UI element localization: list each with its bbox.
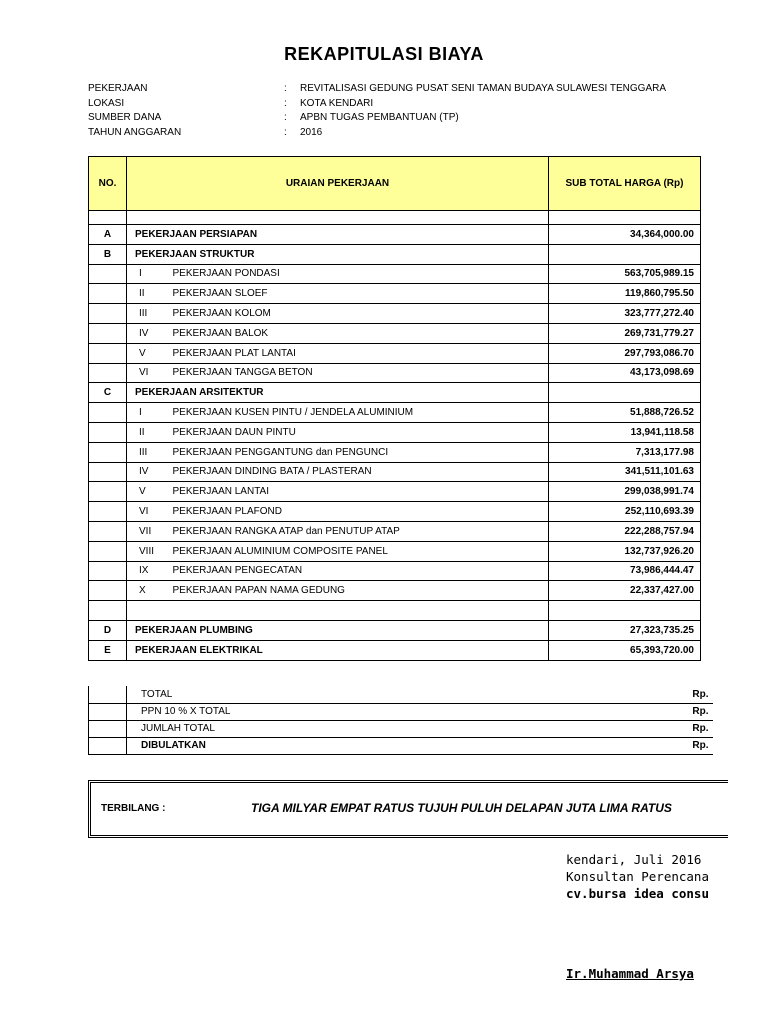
row-no — [89, 343, 127, 363]
table-row — [89, 422, 701, 442]
info-row-sumber-dana — [88, 111, 666, 126]
info-key: PEKERJAAN — [88, 83, 148, 94]
info-key: SUMBER DANA — [88, 112, 162, 123]
terbilang-label: TERBILANG : — [101, 803, 166, 814]
row-no — [89, 304, 127, 324]
info-separator: : — [284, 83, 287, 94]
blank-cell — [127, 601, 549, 621]
row-no — [89, 442, 127, 462]
row-label: PEKERJAAN DAUN PINTU — [171, 422, 549, 442]
cost-table — [88, 156, 701, 661]
jumlah-total-label: JUMLAH TOTAL — [127, 720, 633, 737]
table-header-row — [89, 157, 701, 211]
table-row — [89, 442, 701, 462]
row-label: PEKERJAAN ELEKTRIKAL — [127, 640, 549, 660]
row-amount: 252,110,693.39 — [549, 502, 701, 522]
total-currency: Rp. — [633, 686, 713, 703]
table-row — [89, 323, 701, 343]
row-label: PEKERJAAN PENGECATAN — [171, 561, 549, 581]
row-label: PEKERJAAN PONDASI — [171, 264, 549, 284]
info-key: LOKASI — [88, 97, 125, 109]
row-no — [89, 363, 127, 383]
row-label: PEKERJAAN DINDING BATA / PLASTERAN — [171, 462, 549, 482]
row-no — [89, 264, 127, 284]
row-label: PEKERJAAN PLAT LANTAI — [171, 343, 549, 363]
table-row — [89, 363, 701, 383]
row-roman: VIII — [127, 541, 171, 561]
row-amount — [549, 244, 701, 264]
row-label: PEKERJAAN STRUKTUR — [127, 244, 549, 264]
row-label: PEKERJAAN BALOK — [171, 323, 549, 343]
row-amount: 27,323,735.25 — [549, 621, 701, 641]
ppn-label: PPN 10 % X TOTAL — [127, 703, 633, 720]
totals-table — [88, 686, 713, 755]
header-subtotal: SUB TOTAL HARGA (Rp) — [549, 157, 701, 211]
blank-row — [89, 601, 701, 621]
dibulatkan-row — [89, 737, 713, 754]
info-row-lokasi — [88, 97, 666, 112]
row-no — [89, 521, 127, 541]
row-label: PEKERJAAN ALUMINIUM COMPOSITE PANEL — [171, 541, 549, 561]
table-row — [89, 561, 701, 581]
row-no — [89, 482, 127, 502]
row-roman: III — [127, 304, 171, 324]
row-label: PEKERJAAN RANGKA ATAP dan PENUTUP ATAP — [171, 521, 549, 541]
row-amount: 222,288,757.94 — [549, 521, 701, 541]
totals-blank-cell — [89, 720, 127, 737]
table-row — [89, 640, 701, 660]
row-no: A — [89, 225, 127, 245]
spacer-cell — [127, 211, 549, 225]
row-label: PEKERJAAN LANTAI — [171, 482, 549, 502]
row-roman: I — [127, 264, 171, 284]
table-row — [89, 541, 701, 561]
row-roman: IV — [127, 323, 171, 343]
row-amount: 132,737,926.20 — [549, 541, 701, 561]
document-title: REKAPITULASI BIAYA — [284, 44, 484, 64]
row-amount: 299,038,991.74 — [549, 482, 701, 502]
row-no: D — [89, 621, 127, 641]
dibulatkan-label: DIBULATKAN — [127, 737, 633, 754]
row-no — [89, 541, 127, 561]
row-roman: I — [127, 403, 171, 423]
row-no: C — [89, 383, 127, 403]
row-label: PEKERJAAN PLAFOND — [171, 502, 549, 522]
info-separator: : — [284, 112, 287, 123]
row-label: PEKERJAAN PERSIAPAN — [127, 225, 549, 245]
row-amount: 13,941,118.58 — [549, 422, 701, 442]
row-label: PEKERJAAN ARSITEKTUR — [127, 383, 549, 403]
totals-blank-cell — [89, 703, 127, 720]
info-row-pekerjaan — [88, 82, 666, 97]
blank-cell — [89, 601, 127, 621]
row-roman: IV — [127, 462, 171, 482]
row-amount: 269,731,779.27 — [549, 323, 701, 343]
row-roman: X — [127, 581, 171, 601]
row-no — [89, 403, 127, 423]
info-value: KOTA KENDARI — [300, 97, 374, 109]
row-no — [89, 323, 127, 343]
totals-blank-cell — [89, 686, 127, 703]
info-separator: : — [284, 97, 287, 109]
row-roman: V — [127, 482, 171, 502]
ppn-currency: Rp. — [633, 703, 713, 720]
table-row — [89, 225, 701, 245]
blank-cell — [549, 601, 701, 621]
row-no — [89, 422, 127, 442]
row-roman: VI — [127, 502, 171, 522]
spacer-row — [89, 211, 701, 225]
row-amount: 563,705,989.15 — [549, 264, 701, 284]
row-no — [89, 462, 127, 482]
info-separator: : — [284, 126, 287, 138]
header-uraian: URAIAN PEKERJAAN — [127, 157, 549, 211]
header-no: NO. — [89, 157, 127, 211]
terbilang-value: TIGA MILYAR EMPAT RATUS TUJUH PULUH DELAPAN JUTA LIMA RATUS — [251, 801, 672, 815]
table-row — [89, 343, 701, 363]
table-row — [89, 621, 701, 641]
row-amount: 22,337,427.00 — [549, 581, 701, 601]
row-no — [89, 561, 127, 581]
signature-place-date: kendari, Juli 2016 — [566, 852, 702, 867]
jumlah-total-currency: Rp. — [633, 720, 713, 737]
table-row — [89, 383, 701, 403]
row-amount — [549, 383, 701, 403]
ppn-row — [89, 703, 713, 720]
row-label: PEKERJAAN PENGGANTUNG dan PENGUNCI — [171, 442, 549, 462]
row-amount: 65,393,720.00 — [549, 640, 701, 660]
row-no — [89, 581, 127, 601]
row-label: PEKERJAAN SLOEF — [171, 284, 549, 304]
row-label: PEKERJAAN PAPAN NAMA GEDUNG — [171, 581, 549, 601]
row-roman: II — [127, 284, 171, 304]
row-amount: 297,793,086.70 — [549, 343, 701, 363]
project-info — [88, 82, 666, 140]
row-roman: VI — [127, 363, 171, 383]
row-roman: VII — [127, 521, 171, 541]
info-value: 2016 — [300, 126, 323, 138]
row-amount: 73,986,444.47 — [549, 561, 701, 581]
total-label: TOTAL — [127, 686, 633, 703]
info-key: TAHUN ANGGARAN — [88, 126, 182, 138]
table-row — [89, 521, 701, 541]
dibulatkan-currency: Rp. — [633, 737, 713, 754]
row-label: PEKERJAAN KUSEN PINTU / JENDELA ALUMINIUM — [171, 403, 549, 423]
spacer-cell — [549, 211, 701, 225]
row-roman: IX — [127, 561, 171, 581]
table-row — [89, 462, 701, 482]
row-no: B — [89, 244, 127, 264]
table-row — [89, 482, 701, 502]
row-no — [89, 502, 127, 522]
row-no: E — [89, 640, 127, 660]
table-row — [89, 304, 701, 324]
row-roman: V — [127, 343, 171, 363]
table-row — [89, 284, 701, 304]
row-label: PEKERJAAN TANGGA BETON — [171, 363, 549, 383]
row-no — [89, 284, 127, 304]
signature-role: Konsultan Perencana — [566, 869, 709, 884]
row-amount: 323,777,272.40 — [549, 304, 701, 324]
totals-blank-cell — [89, 737, 127, 754]
row-roman: III — [127, 442, 171, 462]
row-amount: 7,313,177.98 — [549, 442, 701, 462]
row-amount: 119,860,795.50 — [549, 284, 701, 304]
table-row — [89, 581, 701, 601]
row-amount: 51,888,726.52 — [549, 403, 701, 423]
spacer-cell — [89, 211, 127, 225]
table-row — [89, 403, 701, 423]
table-row — [89, 502, 701, 522]
info-row-tahun-anggaran — [88, 126, 666, 141]
row-roman: II — [127, 422, 171, 442]
info-value: REVITALISASI GEDUNG PUSAT SENI TAMAN BUDAYA SULAWESI TENGGARA — [300, 83, 667, 94]
row-label: PEKERJAAN PLUMBING — [127, 621, 549, 641]
table-row — [89, 264, 701, 284]
signature-company: cv.bursa idea consu — [566, 886, 709, 901]
row-label: PEKERJAAN KOLOM — [171, 304, 549, 324]
row-amount: 341,511,101.63 — [549, 462, 701, 482]
info-value: APBN TUGAS PEMBANTUAN (TP) — [300, 112, 459, 123]
terbilang-box — [88, 780, 728, 838]
signature-name: Ir.Muhammad Arsya — [566, 966, 694, 981]
table-row — [89, 244, 701, 264]
row-amount: 43,173,098.69 — [549, 363, 701, 383]
jumlah-total-row — [89, 720, 713, 737]
total-row — [89, 686, 713, 703]
row-amount: 34,364,000.00 — [549, 225, 701, 245]
